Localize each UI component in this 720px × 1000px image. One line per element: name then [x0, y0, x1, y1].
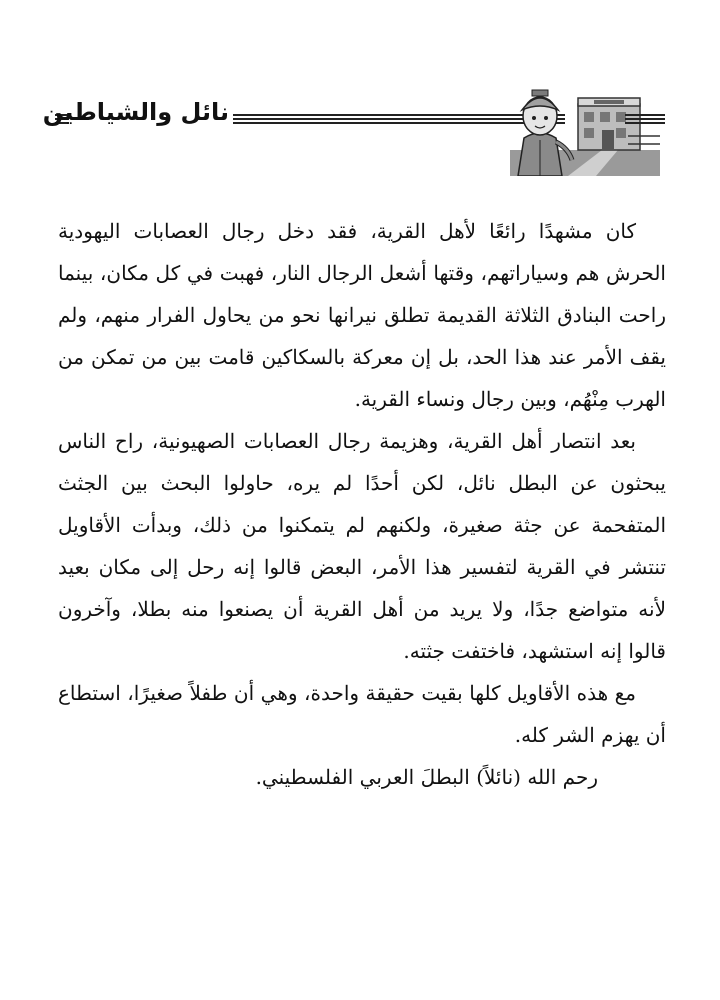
paragraph-3: مع هذه الأقاويل كلها بقيت حقيقة واحدة، وهي أن طفلاً صغيرًا، استطاع أن يهزم الشر كله. [58, 681, 666, 747]
story-body [58, 210, 666, 798]
boy-and-building-illustration [510, 76, 660, 176]
closing-line: رحم الله (نائلاً) البطلَ العربي الفلسطيني. [255, 765, 598, 789]
paragraph-1: كان مشهدًا رائعًا لأهل القرية، فقد دخل رجال العصابات اليهودية الحرش هم وسياراتهم، وقتها أشعل الرجال النار، فهبت في كل مكان، بينما راحت البنادق الثلاثة القديمة تطلق نيرانها نحو من يحاول الفرار منهم، ولم يقف الأمر عند هذا الحد، بل إن معركة بالسكاكين قامت بين من تمكن من الهرب مِنْهُم، وبين رجال ونساء القرية. [58, 219, 666, 411]
chapter-header [42, 76, 665, 176]
chapter-title: نائل والشياطين [42, 98, 229, 126]
paragraph-2: بعد انتصار أهل القرية، وهزيمة رجال العصابات الصهيونية، راح الناس يبحثون عن البطل نائل، لكن أحدًا لم يره، حاولوا البحث بين الجثث المتفحمة عن جثة صغيرة، ولكنهم لم يتمكنوا من ذلك، وبدأت الأقاويل تنتشر في القرية لتفسير هذا الأمر، البعض قالوا إنه رحل إلى مكان بعيد لأنه متواضع جدًا، ولا يريد من أهل القرية أن يصنعوا منه بطلا، وآخرون قالوا إنه استشهد، فاختفت جثته. [58, 429, 666, 663]
decorative-rule-right [625, 114, 665, 124]
